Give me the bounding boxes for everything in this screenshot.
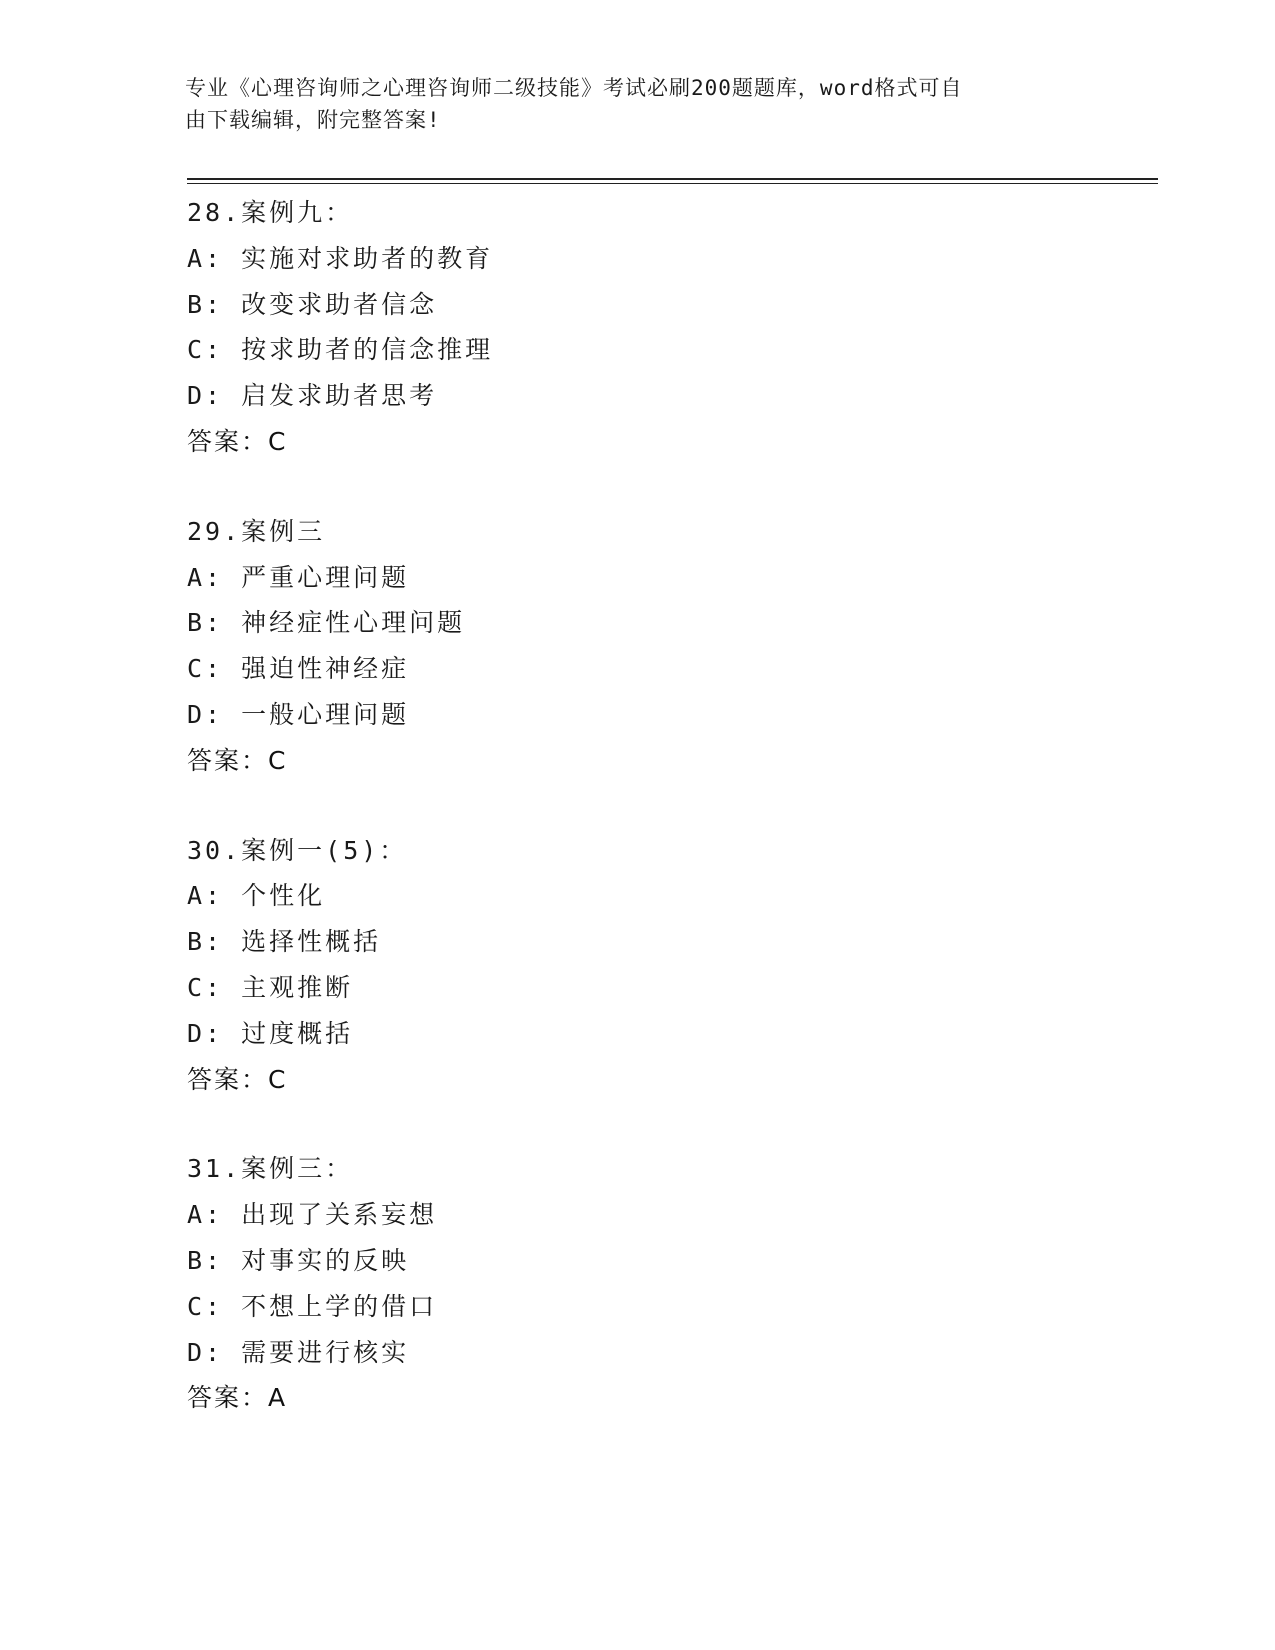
answer-line: 答案：C xyxy=(187,745,288,775)
option-c: C: 强迫性神经症 xyxy=(187,654,410,684)
option-d: D: 一般心理问题 xyxy=(187,699,410,729)
option-d: D: 过度概括 xyxy=(187,1018,354,1048)
header-line-2: 由下载编辑，附完整答案! xyxy=(185,108,441,132)
header-line-1: 专业《心理咨询师之心理咨询师二级技能》考试必刷200题题库，word格式可自 xyxy=(185,76,963,100)
option-a: A: 出现了关系妄想 xyxy=(187,1200,438,1230)
answer-line: 答案：C xyxy=(187,426,288,456)
header-divider-thin xyxy=(187,183,1158,184)
option-a: A: 实施对求助者的教育 xyxy=(187,243,494,273)
option-c: C: 按求助者的信念推理 xyxy=(187,335,494,365)
option-c: C: 不想上学的借口 xyxy=(187,1291,438,1321)
option-a: A: 严重心理问题 xyxy=(187,562,410,592)
answer-line: 答案：A xyxy=(187,1383,288,1413)
document-header xyxy=(185,72,1085,136)
question-29 xyxy=(187,509,1147,784)
option-b: B: 对事实的反映 xyxy=(187,1245,410,1275)
option-b: B: 改变求助者信念 xyxy=(187,289,438,319)
option-b: B: 神经症性心理问题 xyxy=(187,608,466,638)
option-d: D: 需要进行核实 xyxy=(187,1337,410,1367)
option-a: A: 个性化 xyxy=(187,881,326,911)
question-list xyxy=(187,190,1147,1465)
option-c: C: 主观推断 xyxy=(187,972,354,1002)
option-b: B: 选择性概括 xyxy=(187,927,382,957)
answer-line: 答案：C xyxy=(187,1064,288,1094)
question-title: 31.案例三： xyxy=(187,1154,354,1184)
question-title: 28.案例九： xyxy=(187,198,354,227)
question-title: 29.案例三 xyxy=(187,516,326,546)
option-d: D: 启发求助者思考 xyxy=(187,381,438,411)
question-title: 30.案例一(5)： xyxy=(187,835,408,865)
question-30 xyxy=(187,828,1147,1103)
question-31 xyxy=(187,1146,1147,1421)
question-28 xyxy=(187,190,1147,465)
header-divider-thick xyxy=(187,178,1158,180)
